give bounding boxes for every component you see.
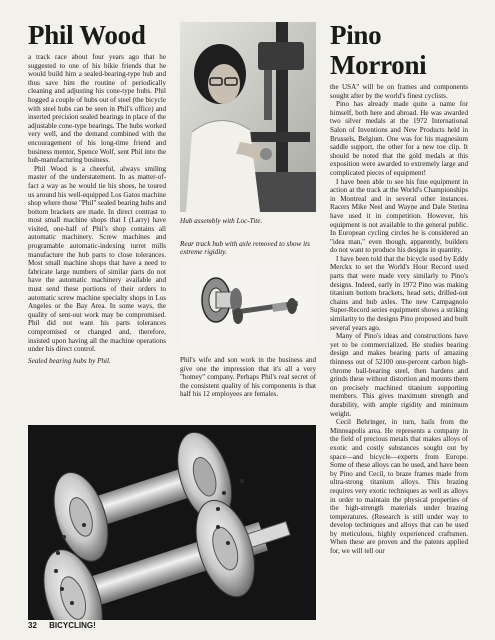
right-body — [330, 83, 468, 556]
hub-assembly-caption: Hub assembly with Loc-Tite. — [180, 217, 263, 225]
hub-assembly-photo — [180, 22, 316, 212]
sealed-hubs-illustration — [28, 425, 316, 620]
right-paragraph: the USA" will be on frames and components sought after by the world's finest cyclists. — [330, 83, 468, 100]
right-column — [330, 20, 468, 556]
middle-caption-block — [180, 217, 316, 257]
left-paragraph: a track race about four years ago that he suggested to one of his bikie friends that he would build him a sealed-bearing-type hub and thus save him the routine of periodically cleaning and adjusting his cone-type hubs. Phil hogged a couple of hubs out of steel (the bicycle with steel hubs can be seen in Phil's office) and inserted precision sealed bearings in place of the adjustable cone-type bearings. The hubs worked very well, and the demand combined with the encouragement of his long-time friend and business mentor, Spence Wolf, sent Phil into the hub-manufacturing business. — [28, 53, 166, 165]
rear-track-hub-caption: Rear track hub with axle removed to show its extreme rigidity. — [180, 239, 310, 257]
left-body — [28, 53, 166, 354]
middle-body — [180, 356, 316, 399]
left-paragraph: Phil Wood is a cheerful, always smiling master of the understatement. In as matter-of-fact a way as he would tie his shoes, he toured us around his well-equipped Los Gatos machine shop where those "Phil" sealed bearing hubs and bottom brackets are made. In direct contrast to most small machine shops that I (Larry) have visited, one-half of Phil's shop contains all automatic machinery. Screw machines and programable automatic-indexing turret mills manufacture the hub parts to close tolerances. Most small machine shops that have a need to fabricate large numbers of similar parts do not have the automatic machinery available and must send these portions of their orders to automatic screw machine specialty shops in Los Angeles or the Bay Area. In some ways, the quality of sent-out work may be compromised. Phil did not want his parts tolerances compromised or changed and, therefore, insisted upon having all the machine operations under his direct control. — [28, 164, 166, 354]
right-paragraph: Cecil Behringer, in turn, hails from the Minneapolis area. He represents a company in the field of precious metals that makes alloys of exotic and costly substances sought out by space—and bicycle—experts from Europe. Some of these alloys can be used, and have been by Pino and Cecil, to braze frames made from ultra-strong titanium alloys. This brazing requires very exotic techniques as well as alloys in order to maintain the physical properties of the high-strength materials under brazing temperatures. (Research is still under way to develop techniques and alloys that can be used by meticulous, highly experienced craftsmen. When these are proven and the patents applied for, we will tell our — [330, 418, 468, 556]
hub-assembly-illustration — [180, 22, 316, 212]
sealed-hubs-caption: Sealed bearing hubs by Phil. — [28, 356, 111, 365]
magazine-name: BICYCLING! — [49, 621, 96, 630]
right-paragraph: Pino has already made quite a name for himself, both here and abroad. He was awarded two silver medals at the 1972 International Salon of Inventions and New Products held in Brussels, Belgium. One was for his magnesium saddle support, the other for a new toe clip. It should be noted that the gold medals at this exposition were awarded to extremely large and complicated pieces of equipment! — [330, 100, 468, 177]
pino-morroni-headline: Pino Morroni — [330, 20, 427, 80]
page-footer — [28, 621, 96, 630]
rear-hub-illustration — [180, 264, 316, 344]
right-paragraph: I have been able to see his fine equipment in action at the track at the World's Championships in Montreal and in several other instances. Racers Mike Neel and Wayne and Dale Stetina have used it in competition. However, his equipment is not available to the general public. In European cycling circles he is considered an "idea man," even though, apparently, builders do not want to produce his designs in quantity. — [330, 177, 468, 255]
right-paragraph: I have been told that the bicycle used by Eddy Merckx to set the World's Hour Record used parts that were made very similarly to Pino's designs. Indeed, early in 1972 Pino was making titanium bottom brackets, head sets, drilled-out chains and hub axles. The new Campagnolo Super-Record series equipment shows a striking similarity to the designs Pino proposed and built several years ago. — [330, 254, 468, 332]
rear-track-hub-photo — [180, 264, 316, 344]
sealed-bearing-hubs-photo — [28, 425, 316, 620]
left-column — [28, 20, 166, 365]
page-number: 32 — [28, 621, 37, 630]
phil-wood-headline: Phil Wood — [28, 20, 146, 50]
right-paragraph: Many of Pino's ideas and constructions have yet to be commercialized. He studies bearing design and makes bearing parts of amazing thinness out of 52100 one-percent carbon high-chrome ball-bearing steel, then hardens and grinds these without distortion and mounts them on precisely machined titanium supporting members. This gives maximum strength and durability, with ample rigidity and minimum weight. — [330, 332, 468, 418]
middle-paragraph: Phil's wife and son work in the business and give one the impression that it's all a very "homey" company. Perhaps Phil's real secret of the consistent quality of his components is that half his 12 employees are females. — [180, 356, 316, 399]
